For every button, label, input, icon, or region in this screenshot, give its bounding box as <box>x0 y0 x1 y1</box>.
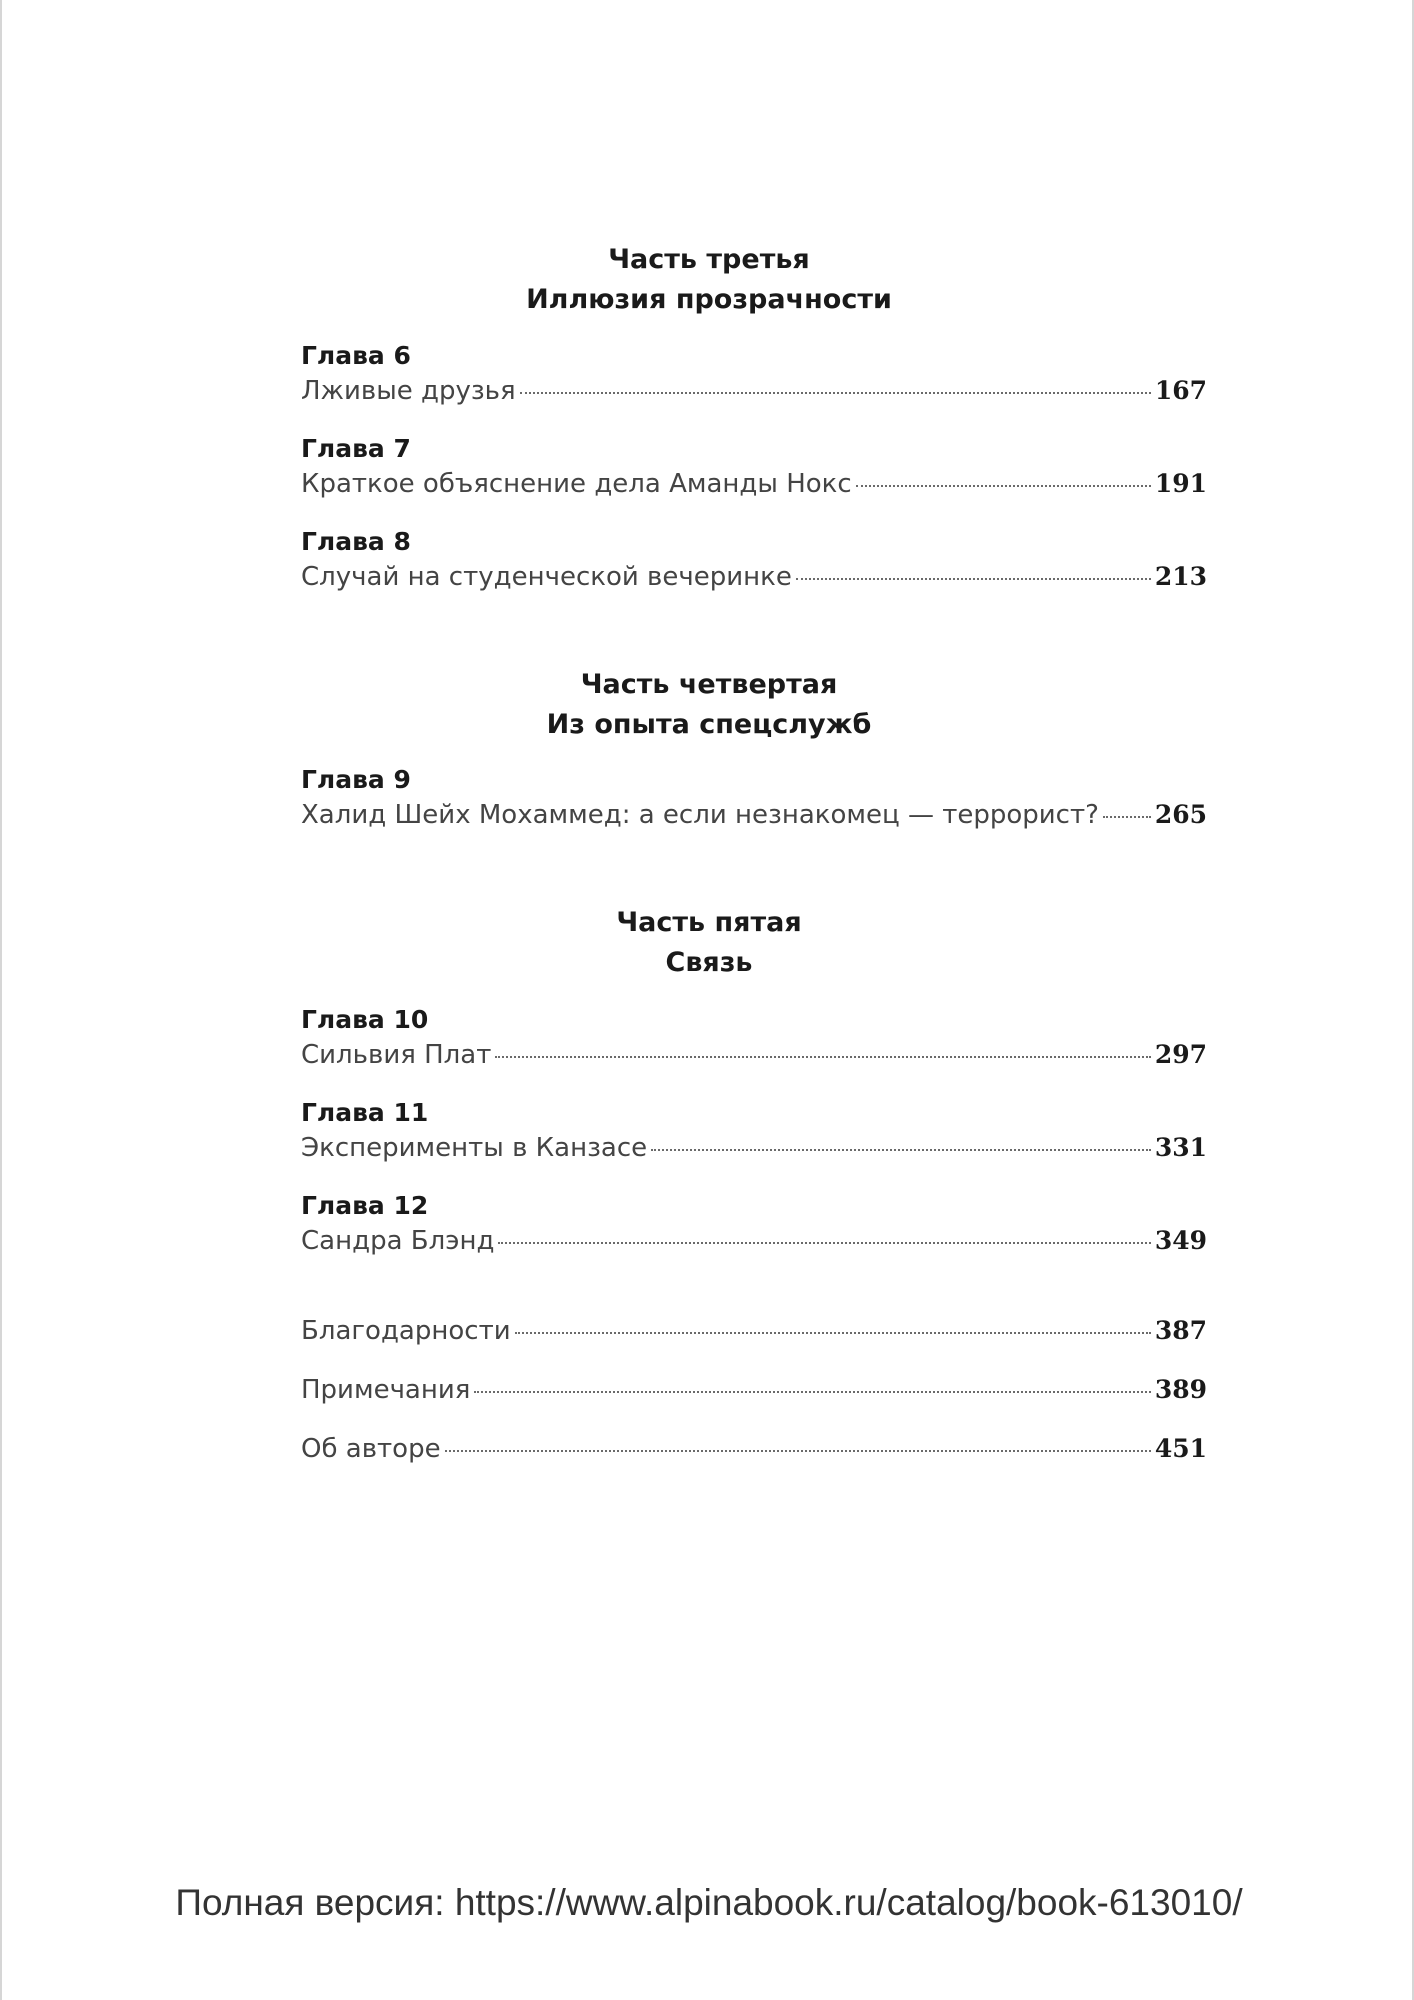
toc-row[interactable] <box>301 1040 1207 1080</box>
toc-entry[interactable] <box>301 764 1207 840</box>
page-number: 389 <box>1154 1375 1207 1404</box>
chapter-title: Халид Шейх Мохаммед: а если незнакомец — террорист? <box>301 800 1099 830</box>
entry-title: Об авторе <box>301 1434 441 1464</box>
dot-leader <box>474 1391 1150 1393</box>
chapter-title: Сильвия Плат <box>301 1040 492 1070</box>
part-label: Часть третья <box>608 244 810 275</box>
part-title: Из опыта спецслужб <box>546 709 872 740</box>
footer-prefix: Полная версия: <box>175 1882 455 1923</box>
toc-entry[interactable] <box>301 1097 1207 1173</box>
chapter-label: Глава 9 <box>301 765 411 794</box>
dot-leader <box>498 1242 1150 1244</box>
dot-leader <box>1103 816 1151 818</box>
full-version-link[interactable]: https://www.alpinabook.ru/catalog/book-613010/ <box>454 1882 1243 1923</box>
chapter-title: Эксперименты в Канзасе <box>301 1133 648 1163</box>
page-number: 451 <box>1154 1434 1207 1463</box>
toc-entry-acknowledgements[interactable] <box>301 1316 1207 1356</box>
dot-leader <box>445 1450 1151 1452</box>
dot-leader <box>651 1149 1151 1151</box>
entry-title: Благодарности <box>301 1316 511 1346</box>
chapter-title: Случай на студенческой вечеринке <box>301 562 792 592</box>
dot-leader <box>520 392 1151 394</box>
page-number: 213 <box>1154 562 1207 591</box>
chapter-label: Глава 11 <box>301 1098 429 1127</box>
toc-entry[interactable] <box>301 340 1207 416</box>
chapter-title: Лживые друзья <box>301 376 516 406</box>
toc-row[interactable] <box>301 562 1207 602</box>
page-number: 349 <box>1154 1226 1207 1255</box>
chapter-title: Краткое объяснение дела Аманды Нокс <box>301 469 852 499</box>
toc-entry[interactable] <box>301 433 1207 509</box>
dot-leader <box>856 485 1151 487</box>
toc-row[interactable] <box>301 1434 1207 1474</box>
page-number: 331 <box>1154 1133 1207 1162</box>
dot-leader <box>796 578 1151 580</box>
chapter-label: Глава 8 <box>301 527 411 556</box>
toc-row[interactable] <box>301 376 1207 416</box>
page-number: 191 <box>1154 469 1207 498</box>
toc-entry-notes[interactable] <box>301 1375 1207 1415</box>
toc-entry[interactable] <box>301 526 1207 602</box>
part-title: Иллюзия прозрачности <box>526 284 892 315</box>
entry-title: Примечания <box>301 1375 471 1405</box>
toc-row[interactable] <box>301 1133 1207 1173</box>
part-heading <box>2 903 1414 983</box>
toc-row[interactable] <box>301 469 1207 509</box>
part-heading <box>2 665 1414 745</box>
part-title: Связь <box>665 947 753 978</box>
toc-row[interactable] <box>301 1375 1207 1415</box>
chapter-label: Глава 6 <box>301 341 411 370</box>
toc-row[interactable] <box>301 800 1207 840</box>
dot-leader <box>515 1332 1151 1334</box>
part-heading <box>2 240 1414 320</box>
page-number: 265 <box>1154 800 1207 829</box>
chapter-label: Глава 7 <box>301 434 411 463</box>
part-label: Часть четвертая <box>580 669 838 700</box>
chapter-label: Глава 10 <box>301 1005 429 1034</box>
part-label: Часть пятая <box>616 907 802 938</box>
chapter-title: Сандра Блэнд <box>301 1226 495 1256</box>
page-number: 387 <box>1154 1316 1207 1345</box>
toc-entry[interactable] <box>301 1004 1207 1080</box>
toc-entry[interactable] <box>301 1190 1207 1266</box>
page-number: 167 <box>1154 376 1207 405</box>
chapter-label: Глава 12 <box>301 1191 429 1220</box>
toc-row[interactable] <box>301 1316 1207 1356</box>
full-version-footer <box>2 1882 1414 1924</box>
dot-leader <box>495 1056 1150 1058</box>
toc-entry-about-author[interactable] <box>301 1434 1207 1474</box>
toc-row[interactable] <box>301 1226 1207 1266</box>
page-number: 297 <box>1154 1040 1207 1069</box>
